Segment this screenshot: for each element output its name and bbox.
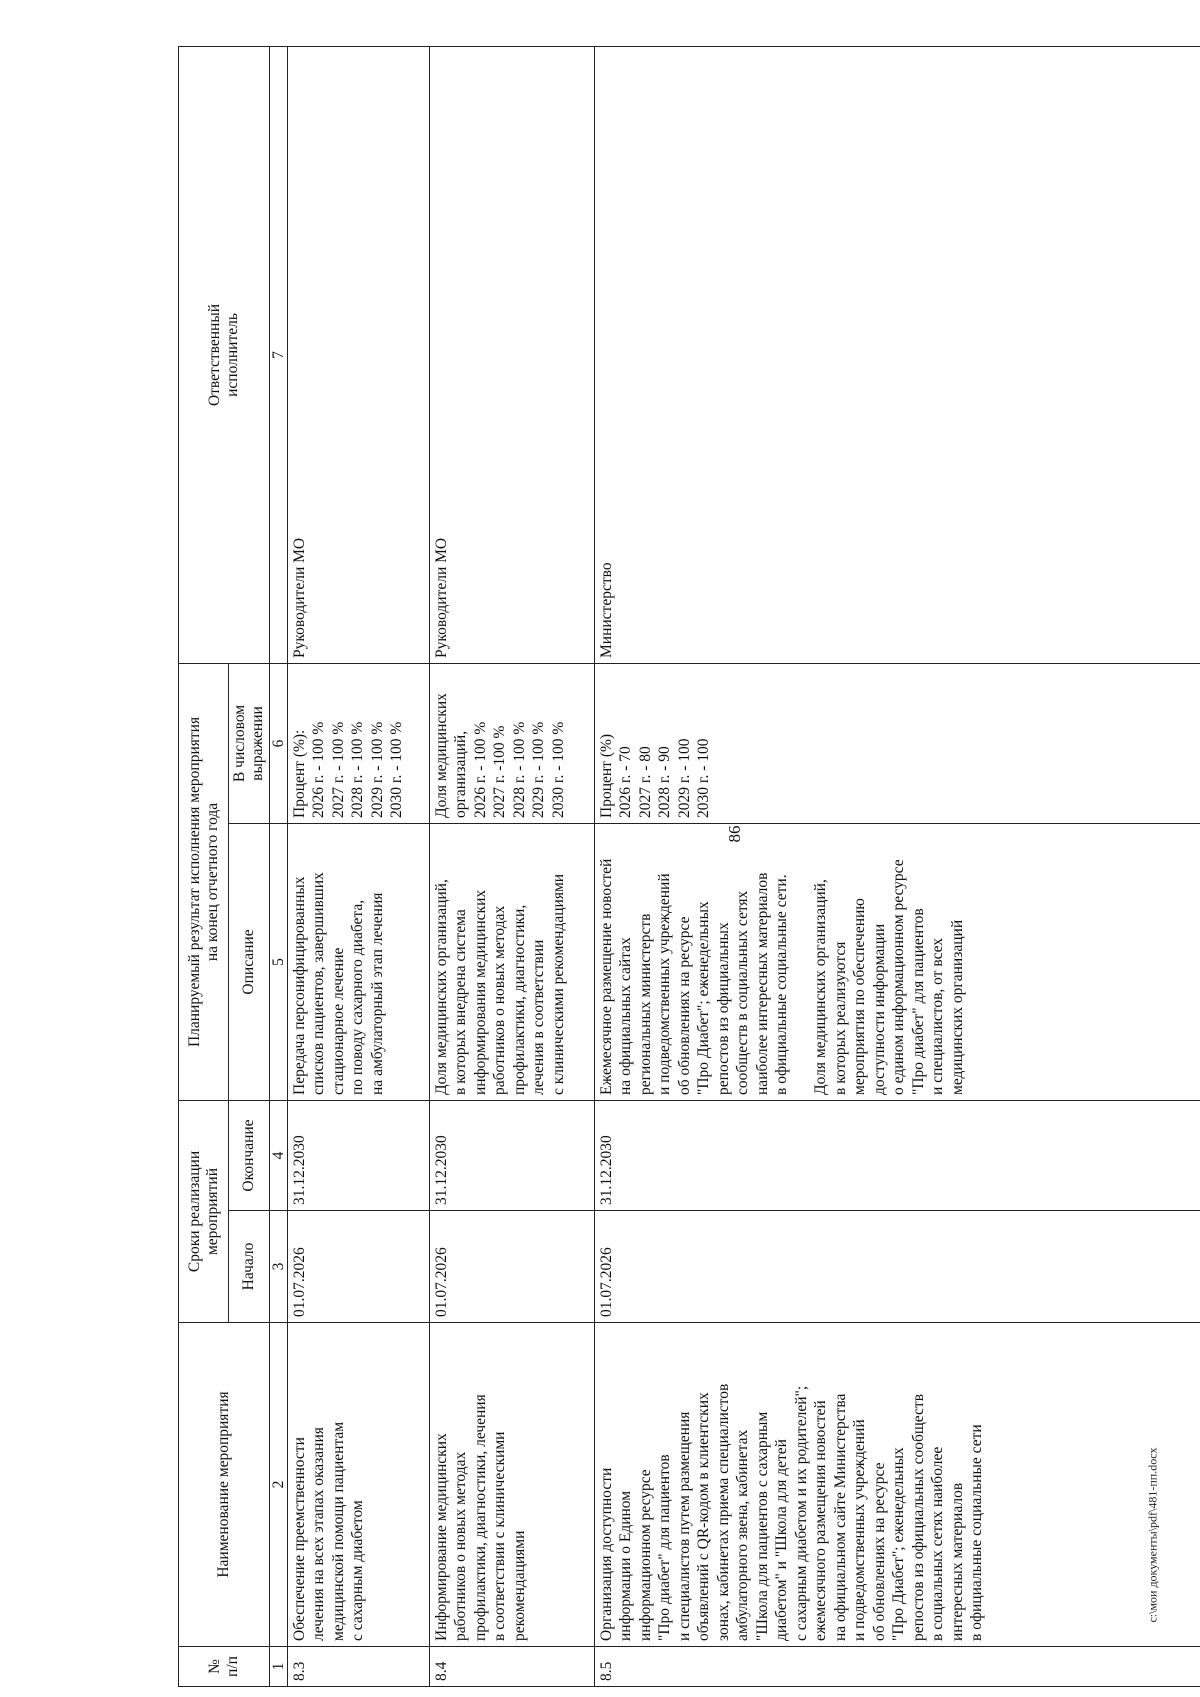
- header-end: Окончание: [229, 1100, 270, 1210]
- responsible-executor: Руководители МО: [429, 46, 594, 663]
- header-number: № п/п: [179, 1647, 270, 1687]
- column-number: 7: [269, 46, 287, 663]
- column-number: 2: [269, 1323, 287, 1647]
- column-number: 6: [269, 663, 287, 823]
- header-activity-name: Наименование мероприятия: [179, 1323, 270, 1647]
- result-numeric: Доля медицинских организаций, 2026 г. - 100 % 2027 г. -100 % 2028 г. - 100 % 2029 г. - 100 % 2030 г. - 100 %: [429, 663, 594, 823]
- footer-file-path: c:\мои документы\pdf\481-пп.docx: [1145, 1447, 1160, 1623]
- column-number: 4: [269, 1100, 287, 1210]
- table-row: [594, 46, 1200, 1686]
- activities-table: [178, 46, 1200, 1687]
- row-number: 8.3: [287, 1647, 429, 1687]
- header-planned-result: Планируемый результат исполнения мероприятия на конец отчетного года: [179, 663, 229, 1100]
- rotated-table-container: [178, 47, 1200, 1687]
- column-number: 3: [269, 1211, 287, 1323]
- end-date: 31.12.2030: [287, 1100, 429, 1210]
- table-row: [429, 46, 594, 1686]
- header-row: [179, 46, 229, 1686]
- start-date: 01.07.2026: [429, 1211, 594, 1323]
- activity-name: Обеспечение преемственности лечения на всех этапах оказания медицинской помощи пациентам с сахарным диабетом: [287, 1323, 429, 1647]
- result-description: Доля медицинских организаций, в которых внедрена система информирования медицинских работников о новых методах профилактики, диагностики, лечения в соответствии с клиническими рекомендациями: [429, 823, 594, 1100]
- result-description: Передача персонифицированных списков пациентов, завершивших стационарное лечение по поводу сахарного диабета, на амбулаторный этап лечения: [287, 823, 429, 1100]
- result-numeric: Процент (%) 2026 г. - 70 2027 г. - 80 2028 г. - 90 2029 г. - 100 2030 г. - 100: [594, 663, 1200, 823]
- header-description: Описание: [229, 823, 270, 1100]
- activity-name: Информирование медицинских работников о новых методах профилактики, диагностики, лечения в соответствии с клиническими рекомендациями: [429, 1323, 594, 1647]
- end-date: 31.12.2030: [429, 1100, 594, 1210]
- column-number: 5: [269, 823, 287, 1100]
- responsible-executor: Руководители МО: [287, 46, 429, 663]
- header-terms: Сроки реализации мероприятий: [179, 1100, 229, 1322]
- start-date: 01.07.2026: [594, 1211, 1200, 1323]
- row-number: 8.4: [429, 1647, 594, 1687]
- header-responsible: Ответственный исполнитель: [179, 46, 270, 663]
- table-row: [287, 46, 429, 1686]
- column-number-row: [269, 46, 287, 1686]
- start-date: 01.07.2026: [287, 1211, 429, 1323]
- responsible-executor: Министерство: [594, 46, 1200, 663]
- header-start: Начало: [229, 1211, 270, 1323]
- page-number: 86: [725, 825, 744, 843]
- row-number: 8.5: [594, 1647, 1200, 1687]
- header-numeric: В числовом выражении: [229, 663, 270, 823]
- result-numeric: Процент (%): 2026 г. - 100 % 2027 г. - 100 % 2028 г. - 100 % 2029 г. - 100 % 2030 г. - 100 %: [287, 663, 429, 823]
- column-number: 1: [269, 1647, 287, 1687]
- end-date: 31.12.2030: [594, 1100, 1200, 1210]
- activity-name: Организация доступности информации о Едином информационном ресурсе "Про диабет" для пациентов и специалистов путем размещения объявлений с QR-кодом в клиентских зонах, кабинетах приема специалистов амбулаторного звена, кабинетах "Школа для пациентов с сахарным диабетом" и "Школа для детей с сахарным диабетом и их родителей"; ежемесячного размещения новостей на официальном сайте Министерства и подведомственных учреждений об обновлениях на ресурсе "Про Диабет"; еженедельных репостов из официальных сообществ в социальных сетях наиболее интересных материалов в официальные социальные сети: [594, 1323, 1200, 1647]
- result-description: Ежемесячное размещение новостей на официальных сайтах региональных министерств и подведомственных учреждений об обновлениях на ресурсе "Про Диабет"; еженедельных репостов из официальных сообществ в социальных сетях наиболее интересных материалов в официальные социальные сети. Доля медицинских организаций, в которых реализуются мероприятия по обеспечению доступности информации о едином информационном ресурсе "Про диабет" для пациентов и специалистов, от всех медицинских организаций: [594, 823, 1200, 1100]
